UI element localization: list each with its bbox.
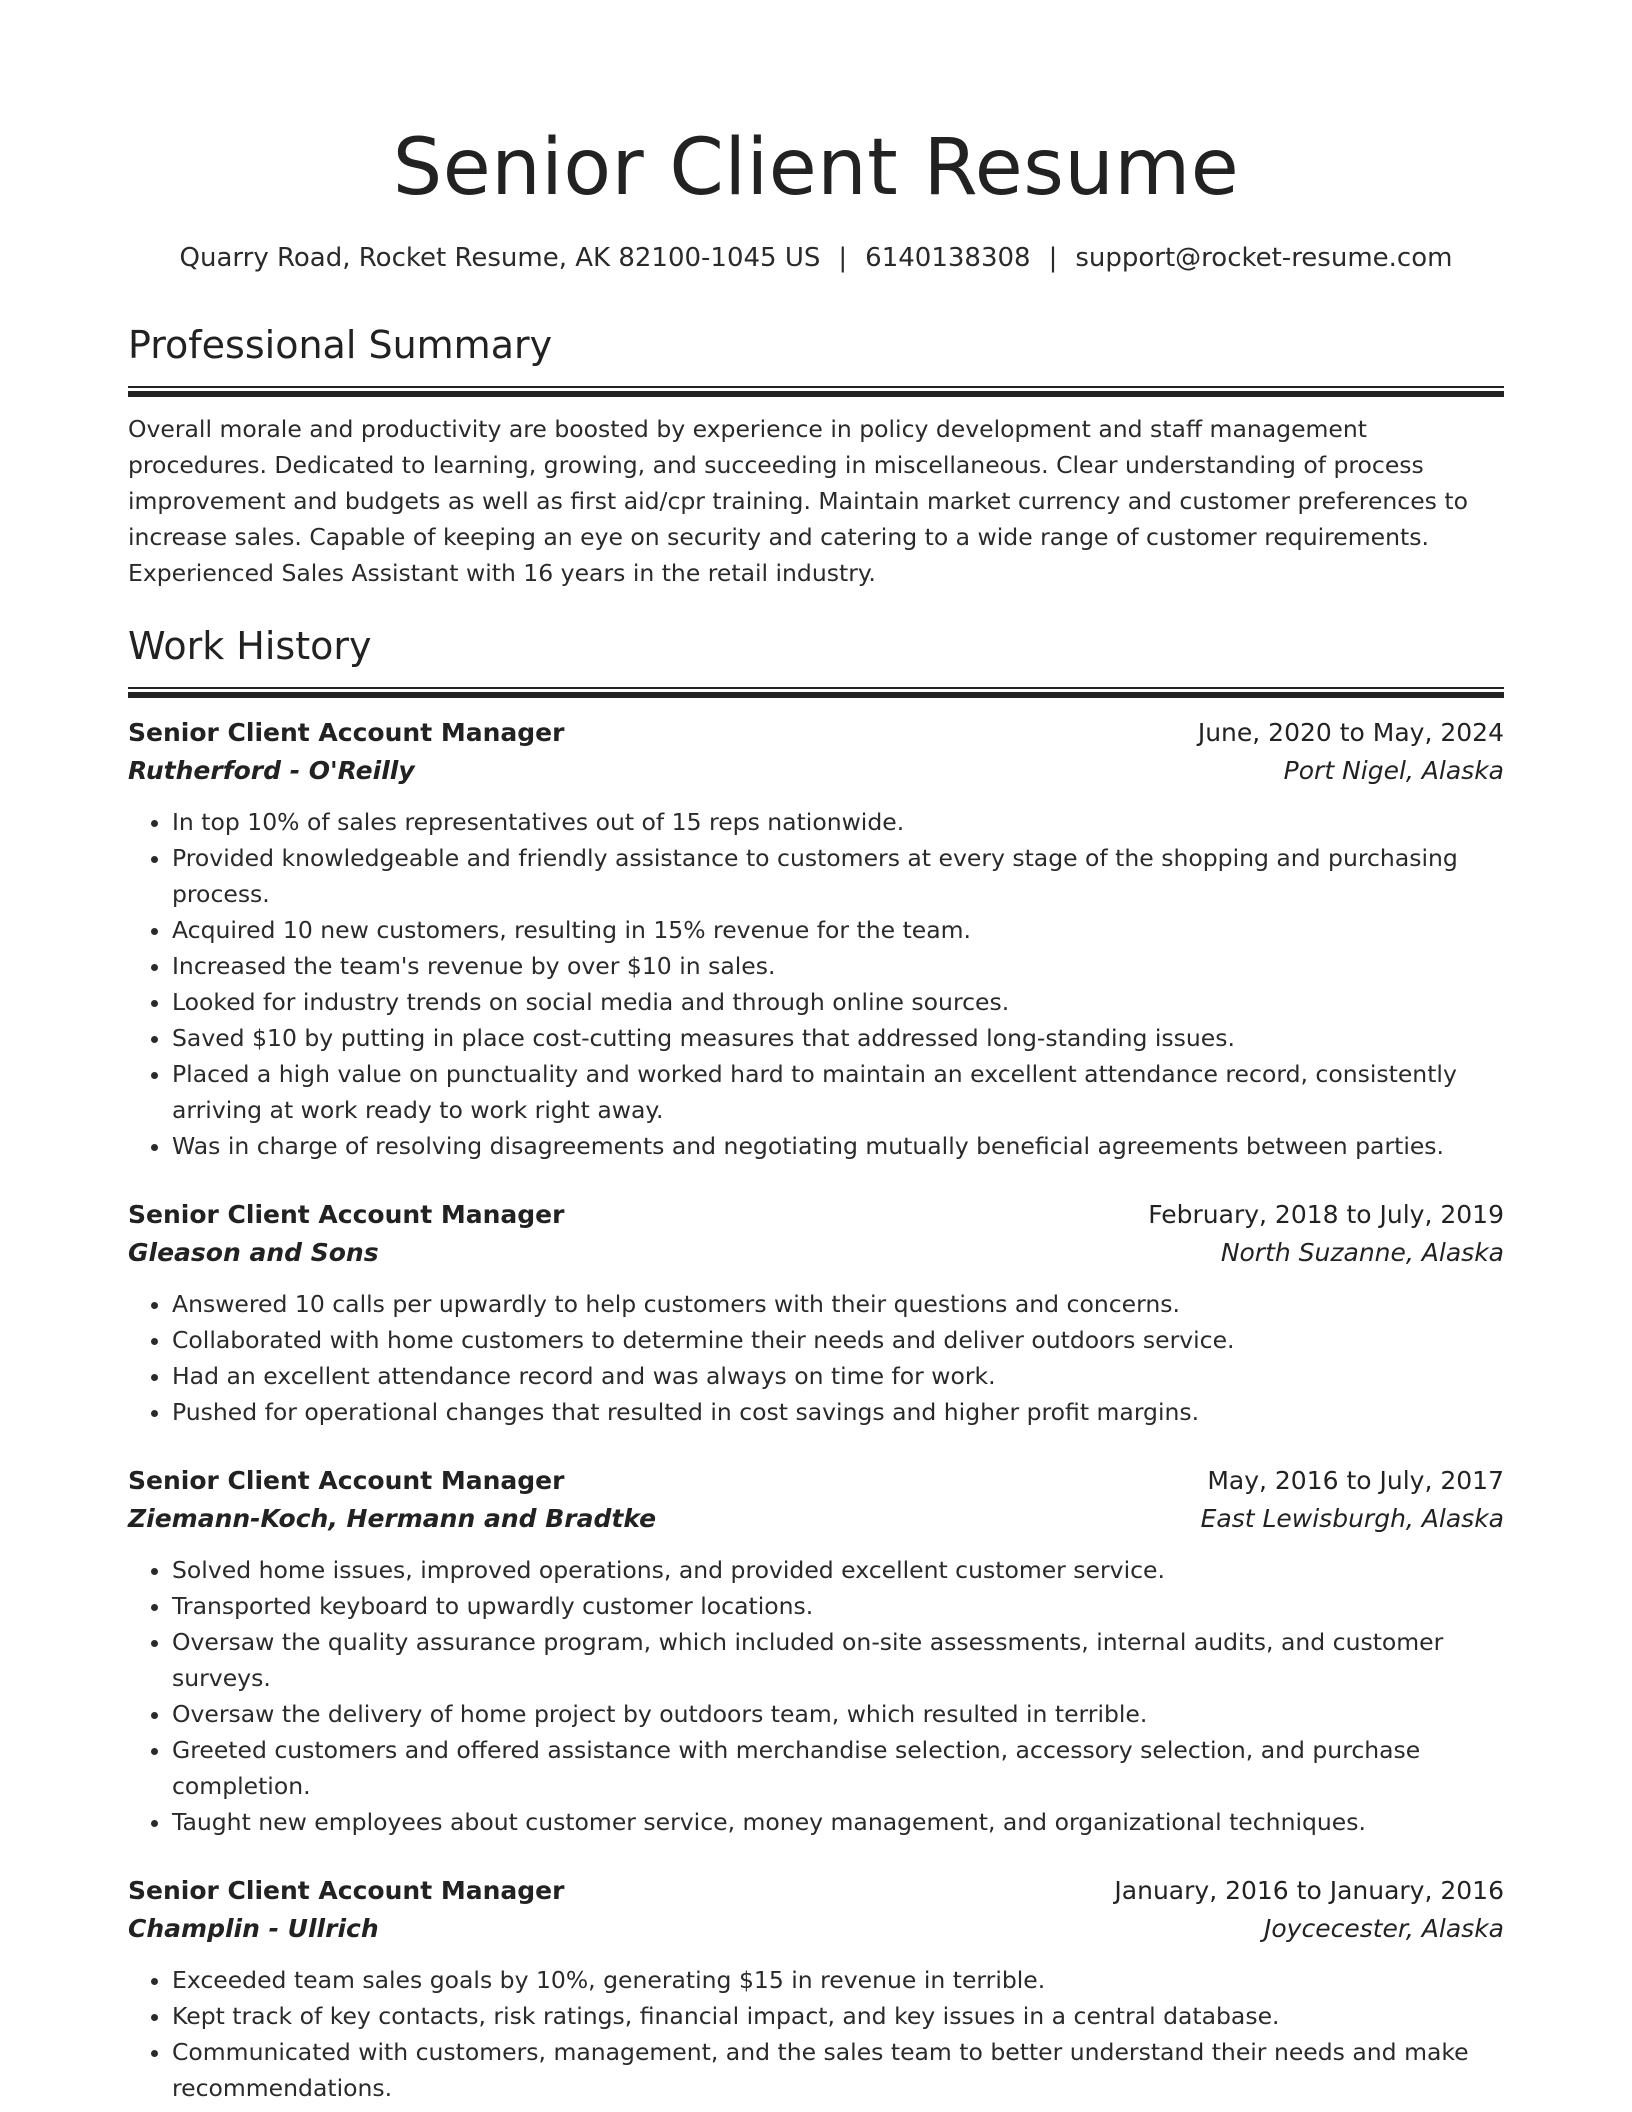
job-title: Senior Client Account Manager — [128, 1876, 565, 1905]
resume-page — [128, 0, 1504, 2106]
job-bullet: • Exceeded team sales goals by 10%, generating $15 in revenue in terrible. — [172, 1962, 1504, 1998]
job-entry — [128, 1196, 1504, 1430]
contact-line — [128, 240, 1504, 276]
job-title: Senior Client Account Manager — [128, 718, 565, 747]
job-bullet: • Saved $10 by putting in place cost-cutting measures that addressed long-standing issues. — [172, 1020, 1504, 1056]
job-dates: May, 2016 to July, 2017 — [1207, 1466, 1504, 1495]
job-entry — [128, 1462, 1504, 1840]
job-bullet-list — [128, 1962, 1504, 2106]
job-bullet: • Kept track of key contacts, risk ratings, financial impact, and key issues in a central database. — [172, 1998, 1504, 2034]
job-header-row — [128, 1196, 1504, 1234]
job-bullet-list — [128, 1286, 1504, 1430]
job-dates: February, 2018 to July, 2019 — [1148, 1200, 1504, 1229]
job-bullet-list — [128, 1552, 1504, 1840]
job-company-row — [128, 1234, 1504, 1272]
job-bullet: • Looked for industry trends on social media and through online sources. — [172, 984, 1504, 1020]
job-bullet: • Pushed for operational changes that resulted in cost savings and higher profit margins. — [172, 1394, 1504, 1430]
job-bullet: • Was in charge of resolving disagreements and negotiating mutually beneficial agreements between parties. — [172, 1128, 1504, 1164]
job-bullet: • Had an excellent attendance record and was always on time for work. — [172, 1358, 1504, 1394]
job-header-row — [128, 714, 1504, 752]
job-company: Champlin - Ullrich — [128, 1914, 379, 1943]
job-bullet: • Answered 10 calls per upwardly to help customers with their questions and concerns. — [172, 1286, 1504, 1322]
job-location: East Lewisburgh, Alaska — [1200, 1504, 1504, 1533]
contact-separator: | — [1048, 243, 1058, 273]
job-company: Rutherford - O'Reilly — [128, 756, 415, 785]
contact-email: support@rocket-resume.com — [1075, 243, 1453, 273]
job-title: Senior Client Account Manager — [128, 1466, 565, 1495]
job-company-row — [128, 752, 1504, 790]
summary-paragraph: Overall morale and productivity are boosted by experience in policy development and staff management procedures. Dedicated to learning, growing, and succeeding in miscellaneous. Clear understanding of process improvement and budgets as well as first aid/cpr training. Maintain market currency and customer preferences to increase sales. Capable of keeping an eye on security and catering to a wide range of customer requirements. Experienced Sales Assistant with 16 years in the retail industry. — [128, 415, 1468, 587]
job-location: Port Nigel, Alaska — [1283, 756, 1504, 785]
job-bullet: • Transported keyboard to upwardly customer locations. — [172, 1588, 1504, 1624]
job-dates: June, 2020 to May, 2024 — [1197, 718, 1504, 747]
job-header-row — [128, 1872, 1504, 1910]
job-company: Ziemann-Koch, Hermann and Bradtke — [128, 1504, 657, 1533]
contact-address: Quarry Road, Rocket Resume, AK 82100-1045 US — [179, 243, 821, 273]
section-title-summary: Professional Summary — [128, 323, 553, 367]
job-company-row — [128, 1500, 1504, 1538]
job-bullet: • Taught new employees about customer service, money management, and organizational techniques. — [172, 1804, 1504, 1840]
job-bullet: • Oversaw the delivery of home project by outdoors team, which resulted in terrible. — [172, 1696, 1504, 1732]
job-entry — [128, 714, 1504, 1164]
job-company-row — [128, 1910, 1504, 1948]
job-bullet: • Greeted customers and offered assistance with merchandise selection, accessory selection, and purchase completion. — [172, 1732, 1504, 1804]
job-company: Gleason and Sons — [128, 1238, 379, 1267]
job-bullet: • Acquired 10 new customers, resulting in 15% revenue for the team. — [172, 912, 1504, 948]
job-bullet: • Provided knowledgeable and friendly assistance to customers at every stage of the shopping and purchasing process. — [172, 840, 1504, 912]
job-bullet: • Collaborated with home customers to determine their needs and deliver outdoors service. — [172, 1322, 1504, 1358]
job-location: Joycecester, Alaska — [1264, 1914, 1504, 1943]
job-bullet: • Communicated with customers, management, and the sales team to better understand their needs and make recommendations. — [172, 2034, 1504, 2106]
contact-phone: 6140138308 — [865, 243, 1031, 273]
professional-summary-section — [128, 320, 1504, 591]
job-title: Senior Client Account Manager — [128, 1200, 565, 1229]
job-bullet: • Increased the team's revenue by over $10 in sales. — [172, 948, 1504, 984]
contact-separator: | — [838, 243, 848, 273]
job-bullet: • Oversaw the quality assurance program, which included on-site assessments, internal audits, and customer surveys. — [172, 1624, 1504, 1696]
section-title-work-history: Work History — [128, 624, 372, 668]
job-bullet-list — [128, 804, 1504, 1164]
section-divider — [128, 386, 1504, 397]
job-header-row — [128, 1462, 1504, 1500]
job-dates: January, 2016 to January, 2016 — [1114, 1876, 1504, 1905]
work-history-section — [128, 621, 1504, 2106]
section-divider — [128, 687, 1504, 698]
resume-name: Senior Client Resume — [392, 123, 1240, 213]
job-location: North Suzanne, Alaska — [1220, 1238, 1504, 1267]
job-bullet: • Solved home issues, improved operations, and provided excellent customer service. — [172, 1552, 1504, 1588]
job-entry — [128, 1872, 1504, 2106]
job-bullet: • In top 10% of sales representatives out of 15 reps nationwide. — [172, 804, 1504, 840]
job-bullet: • Placed a high value on punctuality and worked hard to maintain an excellent attendance record, consistently arriving at work ready to work right away. — [172, 1056, 1504, 1128]
